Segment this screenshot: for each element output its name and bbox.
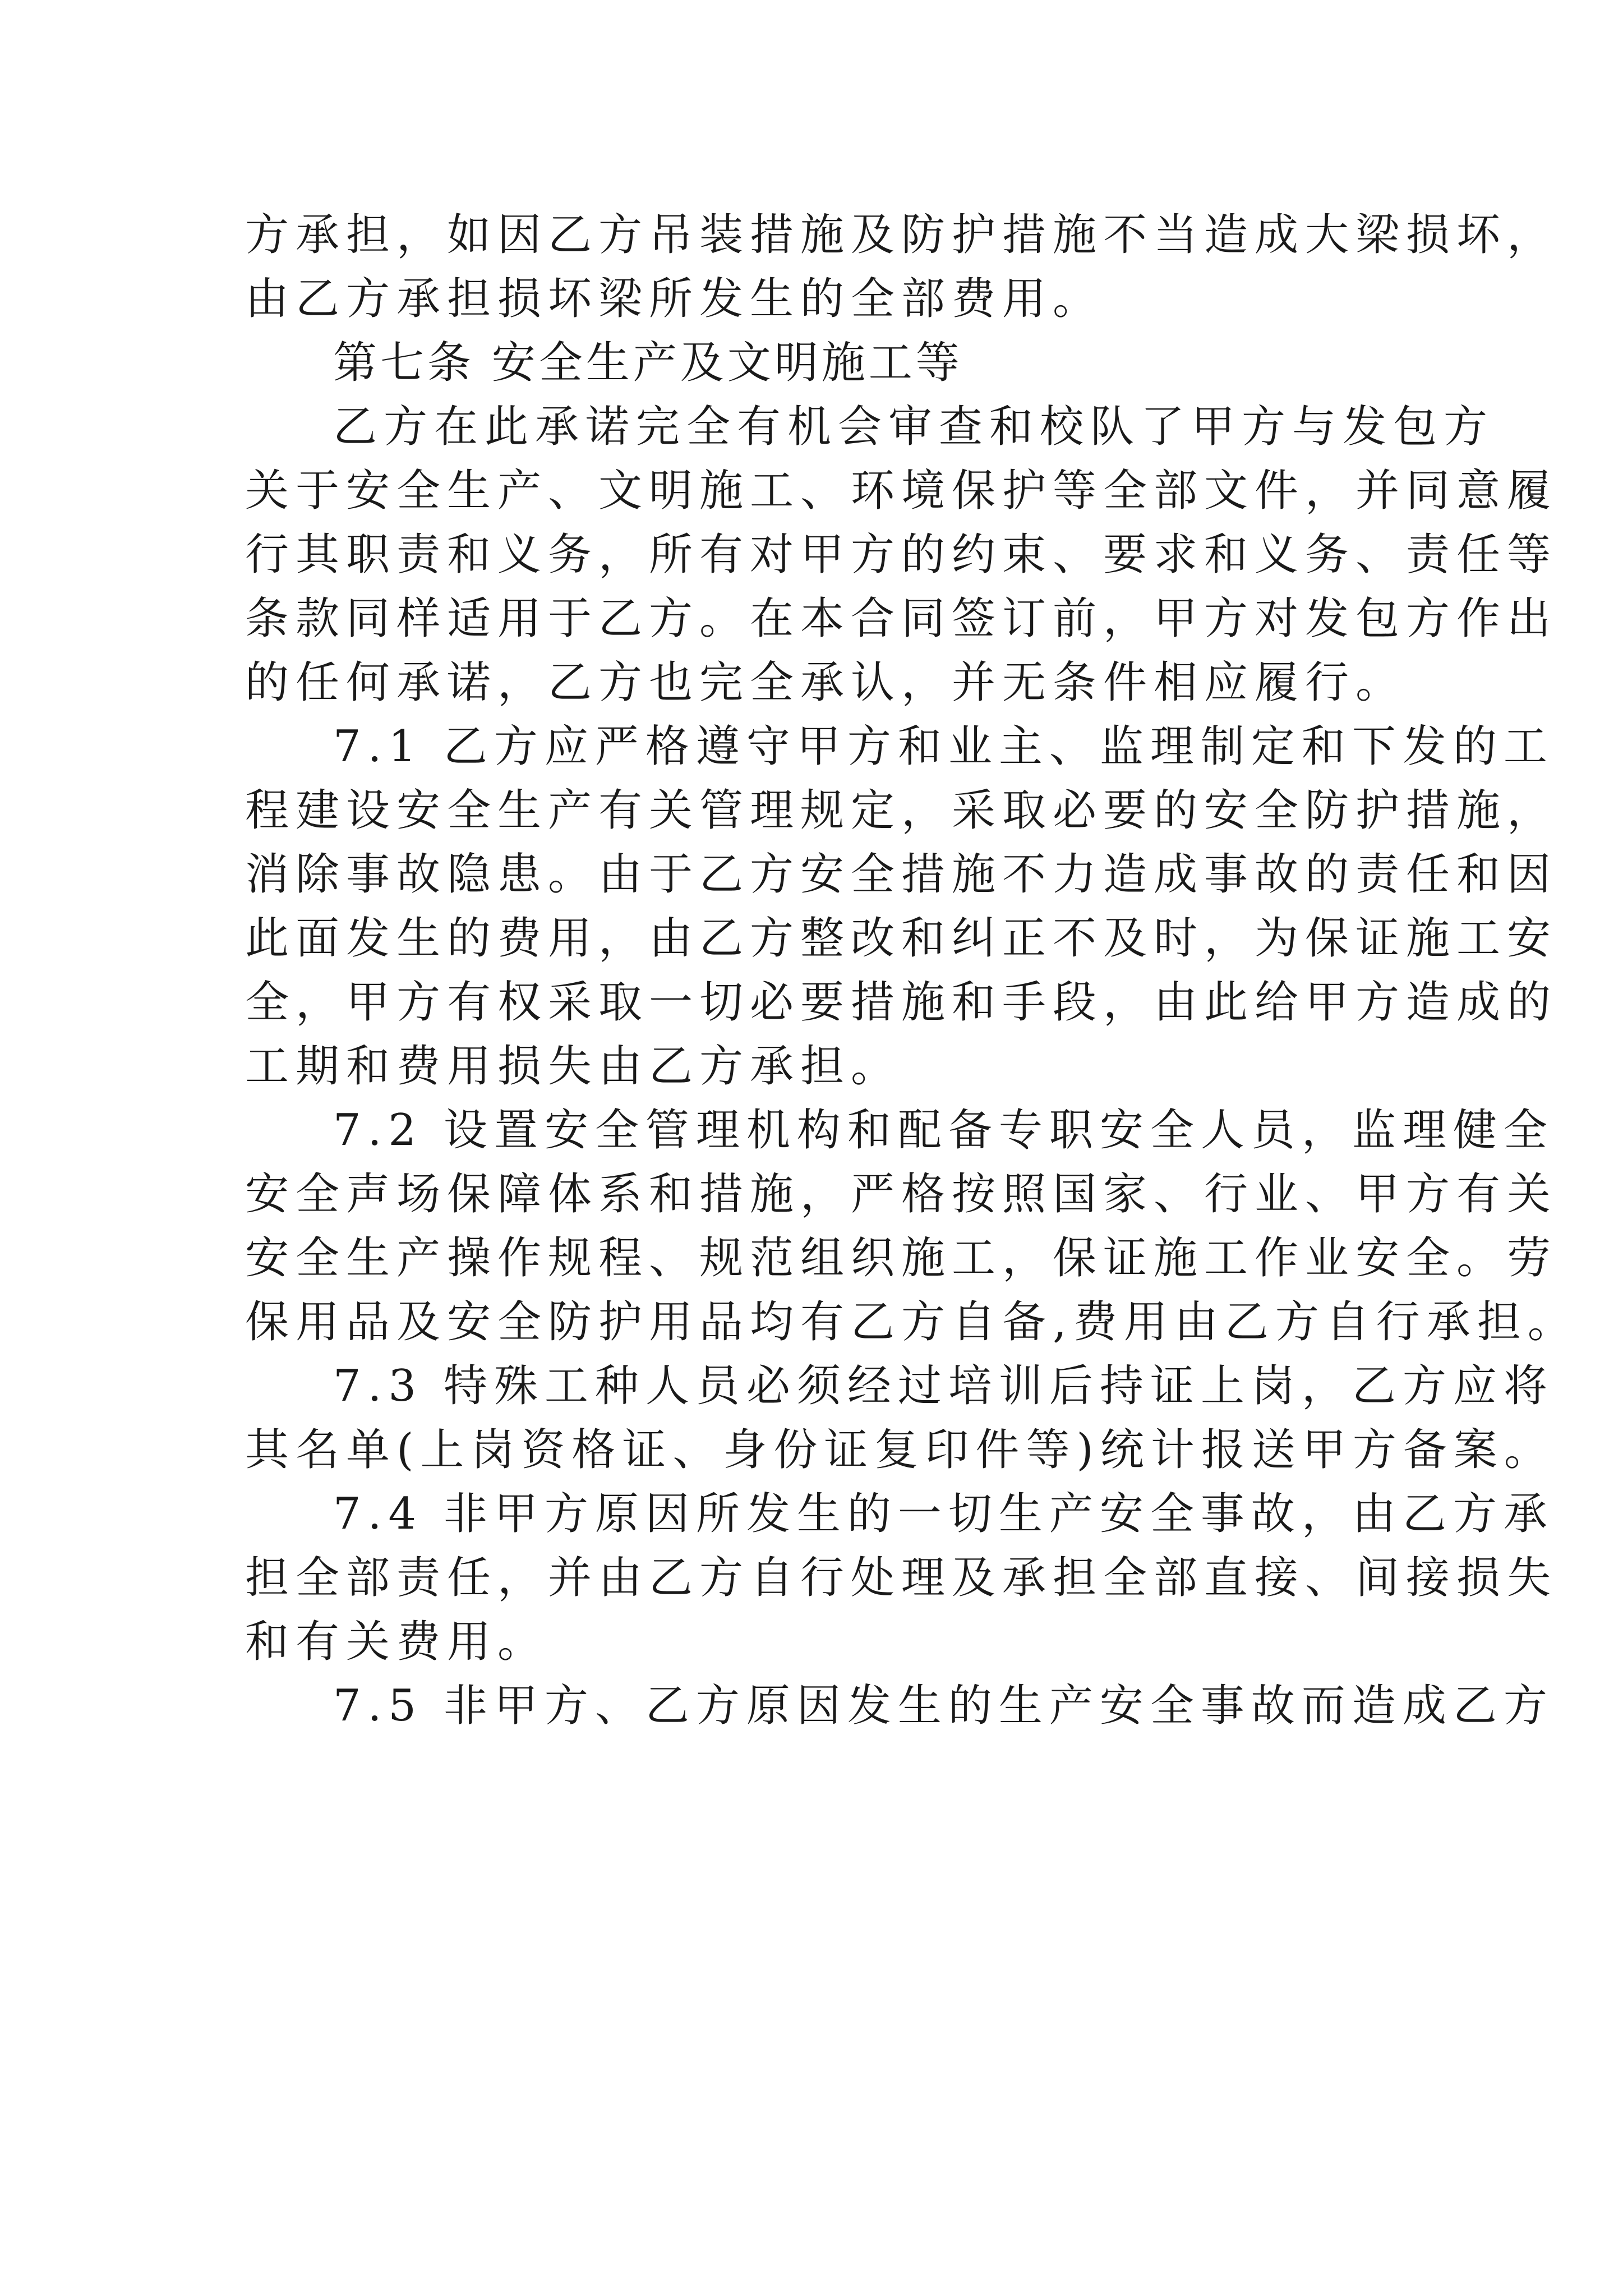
text-line: 安全声场保障体系和措施，严格按照国家、行业、甲方有关 — [245, 1169, 1558, 1220]
text-line: 7.1 乙方应严格遵守甲方和业主、监理制定和下发的工 — [333, 721, 1554, 772]
text-line: 程建设安全生产有关管理规定，采取必要的安全防护措施， — [245, 785, 1558, 836]
text-line: 关于安全生产、文明施工、环境保护等全部文件，并同意履 — [245, 466, 1558, 516]
text-line: 7.4 非甲方原因所发生的一切生产安全事故，由乙方承 — [333, 1489, 1554, 1539]
text-line: 方承担，如因乙方吊装措施及防护措施不当造成大梁损坏， — [245, 210, 1558, 260]
section-heading-article-7 — [245, 331, 1395, 395]
text-line: 此面发生的费用，由乙方整改和纠正不及时，为保证施工安 — [245, 913, 1558, 964]
text-line: 7.3 特殊工种人员必须经过培训后持证上岗，乙方应将 — [333, 1361, 1554, 1411]
paragraph-clause-7-2 — [245, 1098, 1578, 1354]
text-line: 行其职责和义务，所有对甲方的约束、要求和义务、责任等 — [245, 530, 1558, 580]
paragraph-clause-7-4 — [245, 1482, 1558, 1674]
text-line: 7.2 设置安全管理机构和配备专职安全人员，监理健全 — [333, 1105, 1554, 1156]
text-line: 全，甲方有权采取一切必要措施和手段，由此给甲方造成的 — [245, 977, 1558, 1028]
paragraph-clause-7-5 — [245, 1674, 1554, 1738]
paragraph-continuation — [245, 203, 1558, 331]
text-line: 担全部责任，并由乙方自行处理及承担全部直接、间接损失 — [245, 1553, 1558, 1603]
text-line: 安全生产操作规程、规范组织施工，保证施工作业安全。劳 — [245, 1233, 1558, 1283]
text-line: 和有关费用。 — [245, 1617, 548, 1667]
text-line: 条款同样适用于乙方。在本合同签订前，甲方对发包方作出 — [245, 593, 1558, 644]
document-body — [245, 203, 1578, 1738]
text-line: 的任何承诺，乙方也完全承认，并无条件相应履行。 — [245, 657, 1407, 708]
text-line: 保用品及安全防护用品均有乙方自备,费用由乙方自行承担。 — [245, 1297, 1578, 1347]
paragraph-clause-7-3 — [245, 1354, 1555, 1482]
text-line: 7.5 非甲方、乙方原因发生的生产安全事故而造成乙方 — [333, 1681, 1554, 1731]
paragraph-clause-7-1 — [245, 715, 1558, 1098]
text-line: 乙方在此承诺完全有机会审查和校队了甲方与发包方 — [333, 402, 1495, 452]
text-line: 工期和费用损失由乙方承担。 — [245, 1041, 902, 1092]
heading-text: 第七条 安全生产及文明施工等 — [333, 338, 963, 388]
text-line: 由乙方承担损坏梁所发生的全部费用。 — [245, 274, 1104, 324]
paragraph-article-7-intro — [245, 395, 1558, 715]
text-line: 消除事故隐患。由于乙方安全措施不力造成事故的责任和因 — [245, 849, 1558, 900]
text-line: 其名单(上岗资格证、身份证复印件等)统计报送甲方备案。 — [245, 1425, 1555, 1475]
